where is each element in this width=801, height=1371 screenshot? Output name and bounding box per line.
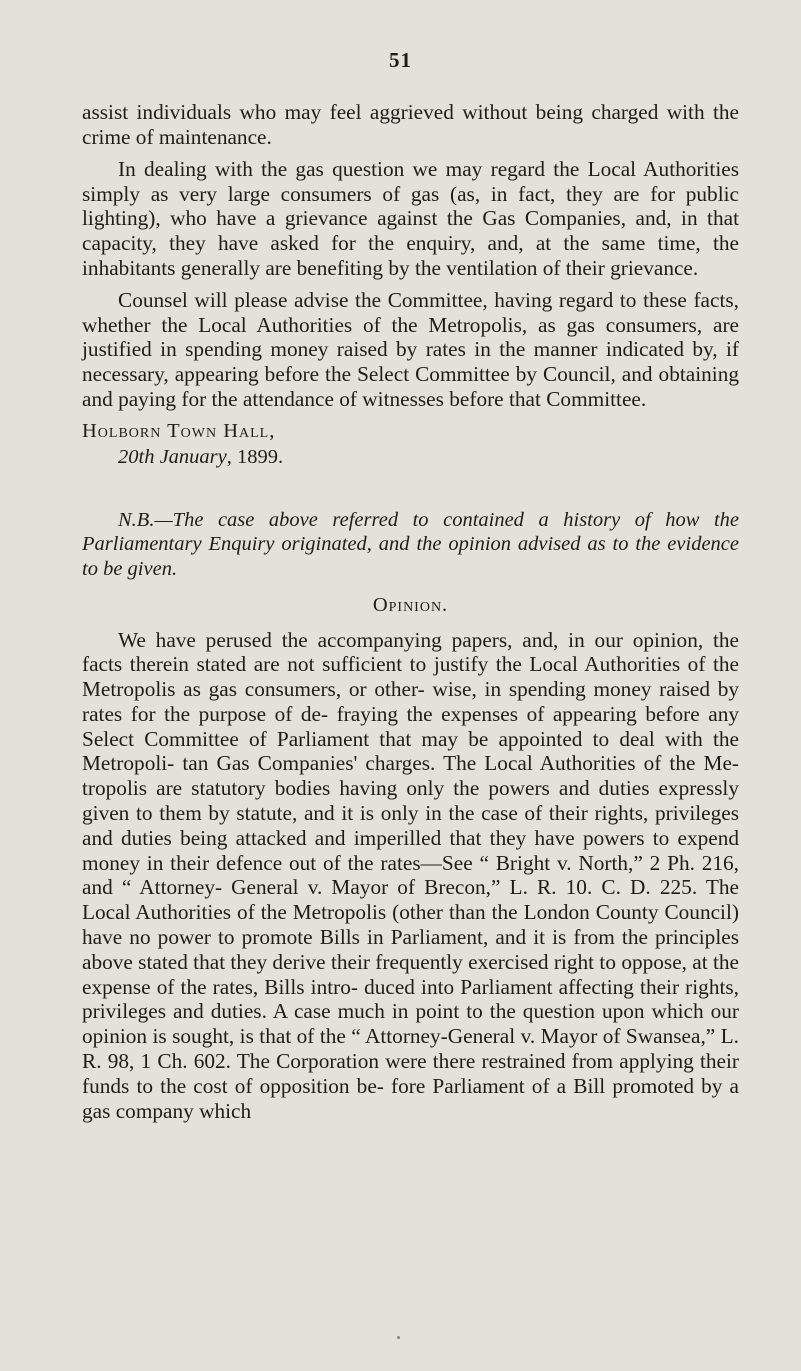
signature-place: Holborn Town Hall, <box>82 420 276 443</box>
signature-date-year: , 1899. <box>226 445 284 468</box>
opinion-paragraph: We have perused the accompanying papers, and, in our opinion, the facts therein stated are not sufficient to justify the Local Authorities of the Metropolis as gas consumers, or other- wise, in spending money raised by rates for the purpose of de- fraying the expenses of appearing before any Select Committee of Parliament that may be appointed to deal with the Metropoli- tan Gas Companies' charges. The Local Authorities of the Me- tropolis are statutory bodies having only the powers and duties expressly given to them by statute, and it is only in the case of their rights, privileges and duties being attacked and imperilled that they have powers to expend money in their defence out of the rates—See “ Bright v. North,” 2 Ph. 216, and “ Attorney- General v. Mayor of Brecon,” L. R. 10. C. D. 225. The Local Authorities of the Metropolis (other than the London County Council) have no power to promote Bills in Parliament, and it is from the principles above stated that they derive their frequently exercised right to oppose, at the expense of the rates, Bills intro- duced into Parliament affecting their rights, privileges and duties. A case much in point to the question upon which our opinion is sought, is that of the “ Attorney-General v. Mayor of Swansea,” L. R. 98, 1 Ch. 602. The Corporation were there restrained from applying their funds to the cost of opposition be- fore Parliament of a Bill promoted by a gas company which <box>82 627 740 1123</box>
body-text <box>82 100 739 1123</box>
signature-date <box>82 444 739 470</box>
paragraph-counsel-advise: Counsel will please advise the Committee, having regard to these facts, whether the Local Authorities of the Metropolis, as gas consumers, are justified in spending money raised by rates in the manner indicated by, if necessary, appearing before the Select Committee by Council, and obtaining and paying for the attendance of witnesses before that Committee. <box>82 288 739 411</box>
page-mark <box>397 1336 400 1339</box>
paragraph-continuation: assist individuals who may feel aggrieved without being charged with the crime of maintenance. <box>82 100 739 149</box>
page-number: 51 <box>389 48 412 72</box>
signature-date-day: 20th January <box>118 445 227 468</box>
nota-bene-note: N.B.—The case above referred to contained a history of how the Parliamentary Enquiry originated, and the opinion advised as to the evidence to be given. <box>82 508 739 580</box>
paragraph-gas-question: In dealing with the gas question we may regard the Local Authorities simply as very large consumers of gas (as, in fact, they are for public lighting), who have a grievance against the Gas Companies, and, in that capacity, they have asked for the enquiry, and, at the same time, the inhabitants generally are benefiting by the ventilation of their grievance. <box>82 157 739 280</box>
opinion-heading: Opinion. <box>372 593 449 616</box>
